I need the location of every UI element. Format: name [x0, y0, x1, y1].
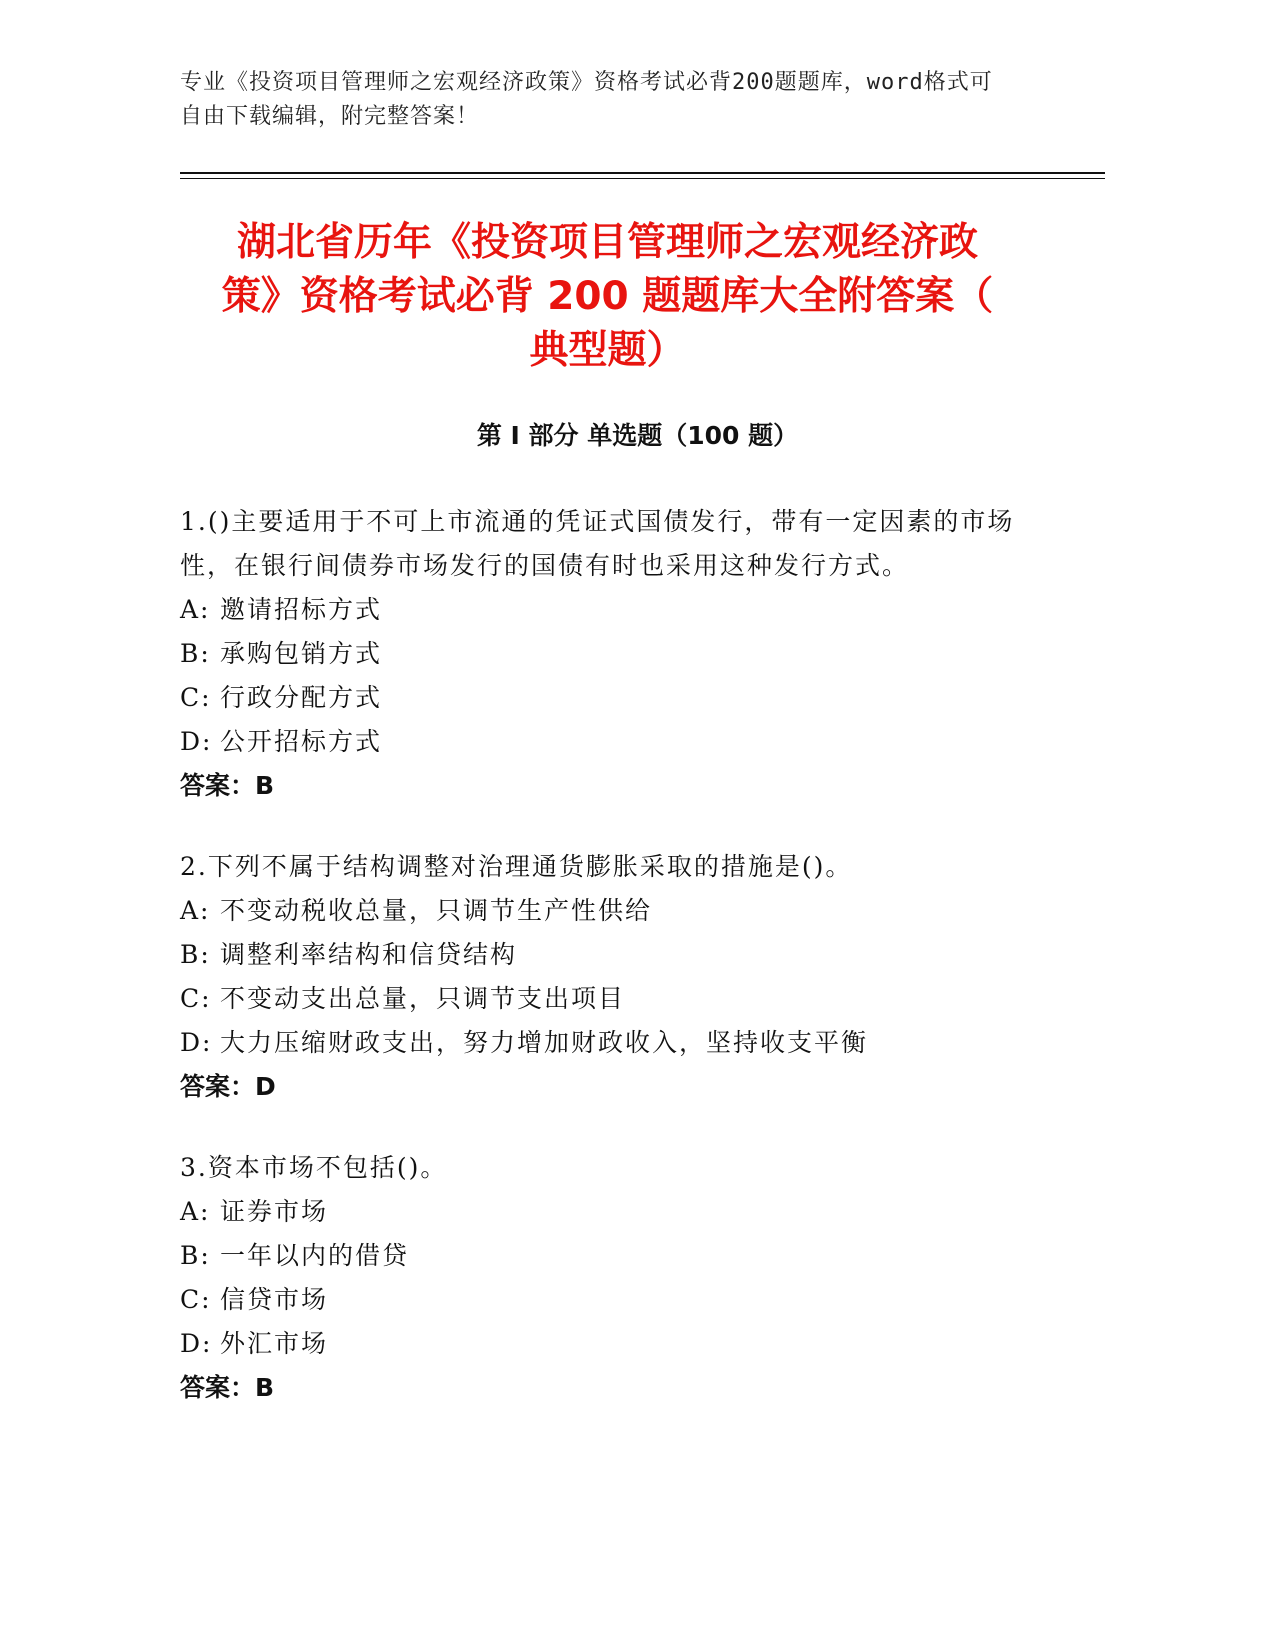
question-2 [180, 845, 1040, 1109]
option-b [180, 1234, 1040, 1278]
header-divider-thin [180, 178, 1105, 179]
option-c [180, 1278, 1040, 1322]
option-text: 承购包销方式 [220, 639, 383, 668]
header-note-line1: 专业《投资项目管理师之宏观经济政策》资格考试必背200题题库，word格式可 [180, 70, 993, 95]
answer-label: 答案：D [180, 1072, 276, 1101]
option-d [180, 720, 1040, 764]
header-divider-thick [180, 172, 1105, 174]
option-letter: A: [180, 896, 211, 925]
option-letter: B: [180, 940, 211, 969]
option-d [180, 1021, 1040, 1065]
option-b [180, 632, 1040, 676]
option-d [180, 1322, 1040, 1366]
option-letter: D: [180, 727, 213, 756]
option-letter: B: [180, 1241, 211, 1270]
option-a [180, 1190, 1040, 1234]
option-text: 外汇市场 [220, 1329, 329, 1358]
question-3 [180, 1146, 1040, 1410]
option-letter: C: [180, 683, 212, 712]
option-text: 行政分配方式 [220, 683, 383, 712]
option-text: 不变动税收总量，只调节生产性供给 [220, 896, 653, 925]
option-text: 邀请招标方式 [220, 595, 383, 624]
section-title: 第 I 部分 单选题（100 题） [476, 421, 799, 450]
question-stem: 1.()主要适用于不可上市流通的凭证式国债发行，带有一定因素的市场性，在银行间债券市场发行的国债有时也采用这种发行方式。 [180, 507, 1015, 580]
option-text: 公开招标方式 [220, 727, 383, 756]
option-letter: C: [180, 984, 212, 1013]
option-a [180, 588, 1040, 632]
option-c [180, 676, 1040, 720]
answer-label: 答案：B [180, 1373, 275, 1402]
option-text: 不变动支出总量，只调节支出项目 [220, 984, 626, 1013]
option-letter: A: [180, 1197, 211, 1226]
option-text: 大力压缩财政支出，努力增加财政收入，坚持收支平衡 [220, 1028, 869, 1057]
question-list [180, 500, 1040, 1447]
option-c [180, 977, 1040, 1021]
option-letter: D: [180, 1028, 213, 1057]
option-letter: C: [180, 1285, 212, 1314]
option-text: 证券市场 [220, 1197, 329, 1226]
question-1 [180, 500, 1040, 808]
document-title-line3: 典型题） [529, 328, 686, 373]
option-letter: D: [180, 1329, 213, 1358]
option-text: 调整利率结构和信贷结构 [220, 940, 518, 969]
option-text: 一年以内的借贷 [220, 1241, 410, 1270]
option-letter: A: [180, 595, 211, 624]
option-b [180, 933, 1040, 977]
option-text: 信贷市场 [220, 1285, 329, 1314]
header-note-line2: 自由下载编辑，附完整答案！ [180, 104, 480, 129]
option-letter: B: [180, 639, 211, 668]
document-title-line2: 策》资格考试必背 200 题题库大全附答案（ [221, 274, 994, 319]
document-title [170, 216, 1045, 378]
option-a [180, 889, 1040, 933]
answer-label: 答案：B [180, 771, 275, 800]
question-stem: 3.资本市场不包括()。 [180, 1153, 448, 1182]
document-title-line1: 湖北省历年《投资项目管理师之宏观经济政 [236, 220, 978, 265]
header-note [180, 66, 1080, 134]
question-stem: 2.下列不属于结构调整对治理通货膨胀采取的措施是()。 [180, 852, 853, 881]
